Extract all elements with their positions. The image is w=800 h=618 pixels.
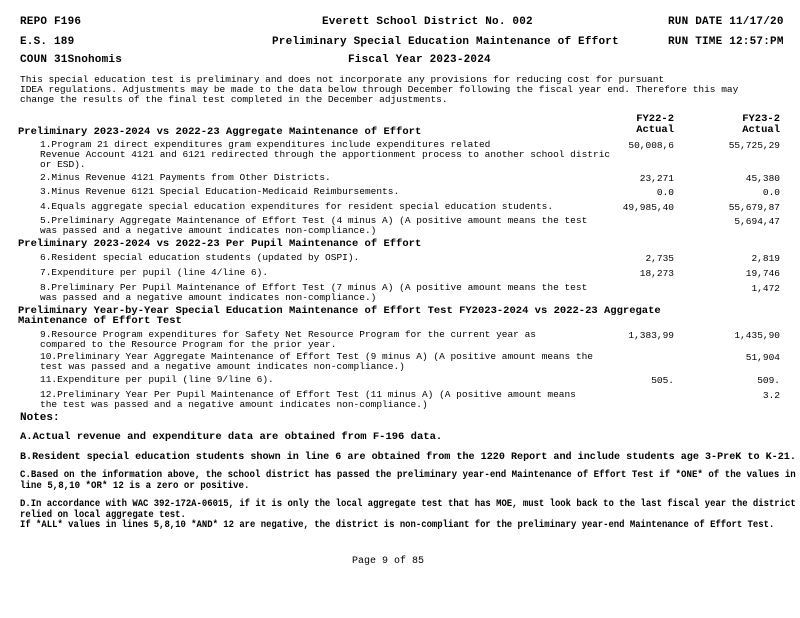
line-item-text: compared to the Resource Program for the prior year. bbox=[40, 339, 337, 350]
line-item-text: 12.Preliminary Year Per Pupil Maintenance of Effort Test (11 minus A) (A positive amount means bbox=[40, 389, 576, 400]
value-fy23: 1,472 bbox=[751, 283, 780, 294]
line-item-6 bbox=[40, 253, 359, 263]
note-text: B.Resident special education students shown in line 6 are obtained from the 1220 Report and include students age 3-PreK to K-21. bbox=[20, 451, 796, 463]
note-text: D.In accordance with WAC 392-172A-06015, if it is only the local aggregate test that has MOE, must look back to the last fiscal year the district bbox=[20, 498, 796, 510]
value-fy23: 3.2 bbox=[762, 390, 780, 401]
line-item-text: the test was passed and a negative amount indicates non-compliance.) bbox=[40, 399, 428, 410]
es-number: E.S. 189 bbox=[20, 36, 75, 48]
line-item-11 bbox=[40, 375, 274, 385]
line-item-text: 2.Minus Revenue 4121 Payments from Other Districts. bbox=[40, 172, 331, 183]
line-item-7 bbox=[40, 268, 268, 278]
value-fy23: 0.0 bbox=[762, 187, 780, 198]
line-item-text: 8.Preliminary Per Pupil Maintenance of Effort Test (7 minus A) (A positive amount means the test bbox=[40, 282, 588, 293]
note-a bbox=[20, 432, 442, 443]
value-fy23: 45,380 bbox=[745, 173, 780, 184]
value-fy23: 2,819 bbox=[751, 253, 780, 264]
value-fy22: 50,008,6 bbox=[628, 140, 674, 151]
district-name: Everett School District No. 002 bbox=[322, 16, 533, 28]
line-item-text: Revenue Account 4121 and 6121 redirected through the apportionment process to another school distric bbox=[40, 149, 611, 160]
line-item-text: 11.Expenditure per pupil (line 9/line 6). bbox=[40, 374, 274, 385]
report-id: REPO F196 bbox=[20, 16, 82, 28]
value-fy23: 509. bbox=[757, 375, 780, 386]
section-title-continued: Maintenance of Effort Test bbox=[18, 315, 182, 327]
notes-title: Notes: bbox=[20, 412, 60, 424]
line-item-5 bbox=[40, 216, 587, 236]
intro-line: This special education test is preliminary and does not incorporate any provisions for reducing cost for pursuant bbox=[20, 74, 665, 85]
value-fy22: 49,985,40 bbox=[622, 202, 674, 213]
line-item-text: or ESD). bbox=[40, 159, 86, 170]
column-header-fy22-label: Actual bbox=[636, 124, 674, 136]
column-header-fy22 bbox=[594, 114, 674, 136]
line-item-10 bbox=[40, 352, 593, 372]
note-b bbox=[20, 452, 796, 463]
line-item-text: 4.Equals aggregate special education expenditures for resident special education students. bbox=[40, 201, 554, 212]
note-c bbox=[20, 470, 796, 491]
section-title: Preliminary 2023-2024 vs 2022-23 Per Pupil Maintenance of Effort bbox=[18, 238, 422, 250]
line-item-9 bbox=[40, 330, 536, 350]
value-fy23: 5,694,47 bbox=[734, 216, 780, 227]
line-item-text: 9.Resource Program expenditures for Safety Net Resource Program for the current year as bbox=[40, 329, 536, 340]
note-text: relied on local aggregate test. bbox=[20, 508, 186, 521]
note-d bbox=[20, 499, 796, 531]
line-item-text: test was passed and a negative amount indicates non-compliance.) bbox=[40, 361, 405, 372]
section-title: Preliminary Year-by-Year Special Education Maintenance of Effort Test FY2023-2024 vs 2022-23 Aggregate bbox=[18, 305, 661, 317]
county-label: COUN 31Snohomis bbox=[20, 54, 123, 66]
note-text: A.Actual revenue and expenditure data are obtained from F-196 data. bbox=[20, 431, 443, 443]
intro-line: IDEA regulations. Adjustments may be made to the data below through December following the fiscal year end. Therefore this may bbox=[20, 84, 739, 95]
value-fy22: 1,383,99 bbox=[628, 330, 674, 341]
value-fy22: 505. bbox=[651, 375, 674, 386]
line-item-3 bbox=[40, 187, 399, 197]
value-fy23: 55,725,29 bbox=[728, 140, 780, 151]
column-header-fy23-label: Actual bbox=[742, 124, 780, 136]
line-item-8 bbox=[40, 283, 587, 303]
note-text: If *ALL* values in lines 5,8,10 *AND* 12 are negative, the district is non-compliant for the preliminary year-end Maintenance of Effort Test. bbox=[20, 519, 775, 531]
line-item-text: 7.Expenditure per pupil (line 4/line 6). bbox=[40, 267, 269, 278]
value-fy23: 51,904 bbox=[745, 352, 780, 363]
note-text: line 5,8,10 *OR* 12 is a zero or positive. bbox=[20, 479, 250, 492]
line-item-text: 5.Preliminary Aggregate Maintenance of Effort Test (4 minus A) (A positive amount means the test bbox=[40, 215, 588, 226]
value-fy23: 55,679,87 bbox=[728, 202, 780, 213]
column-header-fy22-year: FY22-2 bbox=[636, 113, 674, 125]
intro-line: change the results of the final test completed in the December adjustments. bbox=[20, 94, 448, 105]
column-header-fy23 bbox=[700, 114, 780, 136]
note-text: C.Based on the information above, the school district has passed the preliminary year-end Maintenance of Effort Test if *ONE* of the values in bbox=[20, 469, 796, 481]
value-fy23: 1,435,90 bbox=[734, 330, 780, 341]
run-time: RUN TIME 12:57:PM bbox=[668, 36, 784, 48]
line-item-text: was passed and a negative amount indicates non-compliance.) bbox=[40, 292, 377, 303]
line-item-12 bbox=[40, 390, 576, 410]
line-item-text: was passed and a negative amount indicates non-compliance.) bbox=[40, 225, 377, 236]
report-title: Preliminary Special Education Maintenance of Effort bbox=[272, 36, 619, 48]
value-fy22: 2,735 bbox=[645, 253, 674, 264]
run-date: RUN DATE 11/17/20 bbox=[668, 16, 784, 28]
line-item-text: 1.Program 21 direct expenditures gram expenditures include expenditures related bbox=[40, 139, 491, 150]
column-header-fy23-year: FY23-2 bbox=[742, 113, 780, 125]
value-fy23: 19,746 bbox=[745, 268, 780, 279]
value-fy22: 18,273 bbox=[639, 268, 674, 279]
line-item-text: 6.Resident special education students (updated by OSPI). bbox=[40, 252, 360, 263]
line-item-text: 3.Minus Revenue 6121 Special Education-Medicaid Reimbursements. bbox=[40, 186, 400, 197]
line-item-4 bbox=[40, 202, 553, 212]
line-item-1 bbox=[40, 140, 610, 170]
fiscal-year: Fiscal Year 2023-2024 bbox=[348, 54, 491, 66]
value-fy22: 0.0 bbox=[656, 187, 674, 198]
line-item-2 bbox=[40, 173, 331, 183]
page-number: Page 9 of 85 bbox=[352, 556, 425, 567]
section-title: Preliminary 2023-2024 vs 2022-23 Aggregate Maintenance of Effort bbox=[18, 126, 422, 138]
line-item-text: 10.Preliminary Year Aggregate Maintenance of Effort Test (9 minus A) (A positive amount means the bbox=[40, 351, 593, 362]
value-fy22: 23,271 bbox=[639, 173, 674, 184]
